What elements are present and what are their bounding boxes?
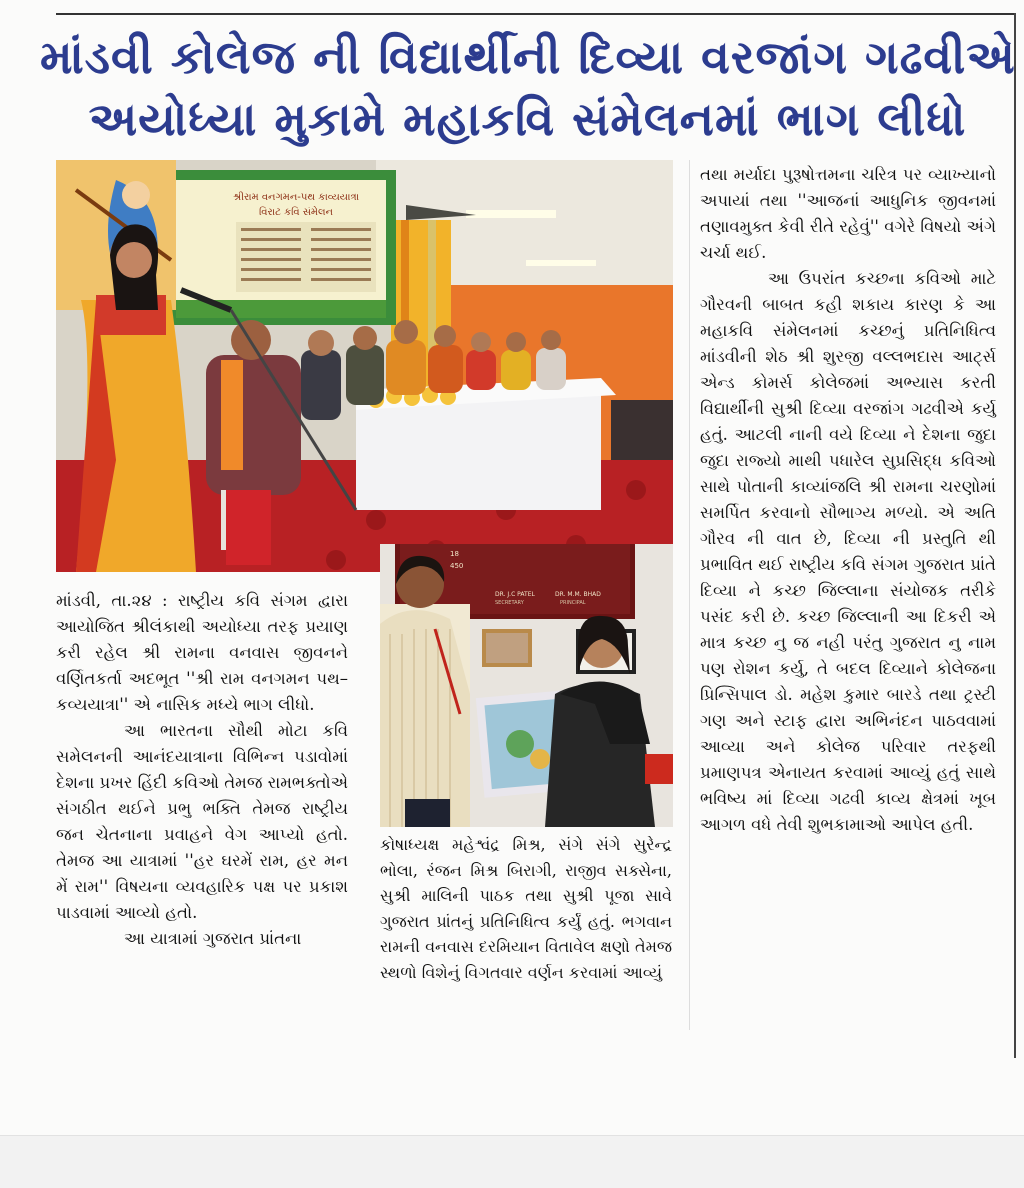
certificate-presentation-photo — [380, 544, 673, 827]
left-paragraph-3: આ યાત્રામાં ગુજરાત પ્રાંતના — [124, 929, 302, 948]
event-stage-photo — [56, 160, 673, 572]
left-paragraph-2: આ ભારતના સૌથી મોટા કવિ સમેલનની આનંદયાત્રાના વિભિન્ન પડાવોમાં દેશના પ્રખર હિંદી કવિઓ તેમજ રામભક્તોએ સંગઠીત થઈને પ્રભુ ભક્તિ તેમજ રાષ્ટ્રીય જન ચેતનાના પ્રવાહને વેગ આપ્યો હતો. તેમજ આ યાત્રામાં ''હર ઘરમેં રામ, હર મન મેં રામ'' વિષયના વ્યવહારિક પક્ષ પર પ્રકાશ પાડવામાં આવ્યો હતો. — [56, 721, 348, 922]
column-divider — [689, 160, 690, 1030]
board-name-2: DR. M.M. BHAD — [555, 591, 601, 598]
left-text-column — [56, 588, 348, 952]
middle-text-column — [380, 832, 672, 985]
top-rule — [56, 13, 1016, 15]
headline-line-2: અયોધ્યા મુકામે મહાકવિ સંમેલનમાં ભાગ લીધો — [88, 92, 967, 146]
right-text-column — [700, 162, 996, 838]
right-rule — [1014, 13, 1016, 1058]
board-role-1: SECRETARY — [495, 600, 524, 606]
right-paragraph-2: આ ઉપરાંત કચ્છના કવિઓ માટે ગૌરવની બાબત કહી શકાય કારણ કે આ મહાકવિ સંમેલનમાં કચ્છનું પ્રતિનિધિત્વ માંડવીની શેઠ શ્રી શુરજી વલ્લભદાસ આર્ટ્સ એન્ડ કોમર્સ કોલેજમાં અભ્યાસ કરતી વિદ્યાર્થીની સુશ્રી દિવ્યા વરજાંગ ગઢવીએ કર્યુ હતું. આટલી નાની વયે દિવ્યા ને દેશના જુદા જુદા રાજ્યો માથી પધારેલ સુપ્રસિદ્ધ કવિઓ સાથે પોતાની કાવ્યાંજલિ શ્રી રામના ચરણોમાં સમર્પિત કરવાનો સૌભાગ્ય મળ્યો. એ અતિ ગૌરવ ની વાત છે, દિવ્યા ની પ્રસ્તુતિ થી પ્રભાવિત થઈ રાષ્ટ્રીય કવિ સંગમ ગુજરાત પ્રાંતે દિવ્યા ને કચ્છ જિલ્લાના સંયોજક તરીકે પસંદ કરી છે. કચ્છ જિલ્લાની આ દિકરી એ માત્ર કચ્છ નુ જ નહી પરંતુ ગુજરાત નુ નામ પણ રોશન કર્યુ, તે બદલ દિવ્યાને કોલેજના પ્રિન્સિપાલ ડો. મહેશ કુમાર બારડે તથા ટ્રસ્ટી ગણ અને સ્ટાફ દ્વારા અભિનંદન પાઠવવામાં આવ્યા અને કોલેજ પરિવાર તરફથી પ્રમાણપત્ર એનાયત કરવામાં આવ્યું હતું સાથે ભવિષ્ય માં દિવ્યા ગઢવી કાવ્ય ક્ષેત્રમાં ખૂબ આગળ વધે તેવી શુભકામાઓ આપેલ હતી. — [700, 269, 996, 834]
right-paragraph-1: તથા મર્યાદા પુરૂષોત્તમના ચરિત્ર પર વ્યાખ્યાનો અપાયાં તથા ''આજનાં આધુનિક જીવનમાં તણાવમુક્ત કેવી રીતે રહેવું'' વગેરે વિષયો અંગે ચર્ચા થઈ. — [700, 165, 996, 262]
board-year-2: 450 — [450, 562, 464, 570]
banner-title: શ્રીરામ વનગમન-પથ કાવ્યયાત્રા — [232, 192, 360, 203]
board-name-1: DR. J.C PATEL — [495, 591, 535, 598]
banner-subtitle: વિરાટ કવિ સંમેલન — [258, 207, 334, 218]
dateline-paragraph: માંડવી, તા.૨૪ : રાષ્ટ્રીય કવિ સંગમ દ્વારા આયોજિત શ્રીલંકાથી અયોધ્યા તરફ પ્રયાણ કરી રહેલ શ્રી રામના વનવાસ જીવનને વર્ણિતકર્તા અદભૂત ''શ્રી રામ વનગમન પથ–કવ્યયાત્રા'' એ નાસિક મધ્યે ભાગ લીધો. — [56, 591, 348, 714]
headline-line-1: માંડવી કોલેજ ની વિદ્યાર્થીની દિવ્યા વરજાંગ ગઢવીએ — [40, 30, 1016, 84]
bottom-band — [0, 1135, 1024, 1188]
board-year-1: 18 — [450, 550, 459, 558]
middle-paragraph-1: કોષાધ્યક્ષ મહેશ્વંદ્ર મિશ્ર, સંગે સંગે સુરેન્દ્ર ભોલા, રંજન મિશ્ર બિરાગી, રાજીવ સક્સેના, સુશ્રી માલિની પાઠક તથા સુશ્રી પૂજા સાવે ગુજરાત પ્રાંતનું પ્રતિનિધિત્વ કર્યું હતું. ભગવાન રામની વનવાસ દરમિયાન વિતાવેલ ક્ષણો તેમજ સ્થળો વિશેનું વિગતવાર વર્ણન કરવામાં આવ્યું — [380, 835, 673, 982]
board-role-2: PRINCIPAL — [560, 600, 586, 606]
headline — [40, 26, 1015, 156]
